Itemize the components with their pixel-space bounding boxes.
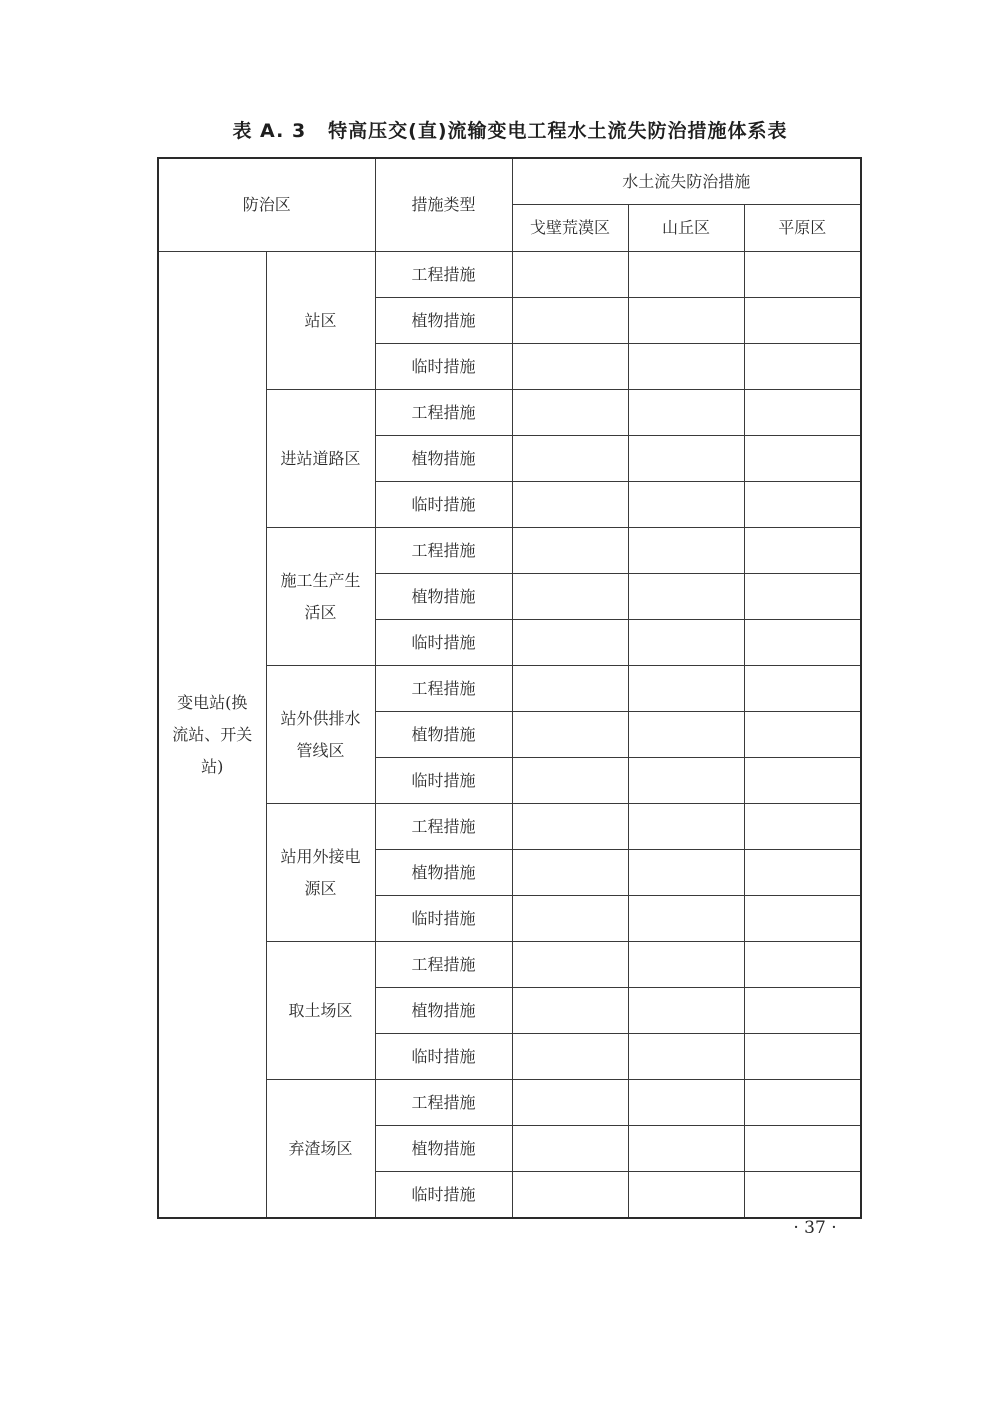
empty-cell [744,712,861,758]
empty-cell [744,666,861,712]
measure-type-cell: 临时措施 [375,1172,512,1219]
sub-zone-cell [266,252,375,390]
table-title-text: 特高压交(直)流输变电工程水土流失防治措施体系表 [328,120,788,142]
sub-zone-label: 站外供排水管线区 [280,708,361,760]
empty-cell [744,298,861,344]
header-terrain: 戈壁荒漠区 [512,205,628,252]
sub-zone-cell [266,390,375,528]
empty-cell [512,1126,628,1172]
measure-type-cell: 临时措施 [375,344,512,390]
empty-cell [628,988,744,1034]
header-terrain: 山丘区 [628,205,744,252]
empty-cell [628,1172,744,1219]
measure-type-cell: 工程措施 [375,942,512,988]
empty-cell [744,1034,861,1080]
measure-type-cell: 工程措施 [375,390,512,436]
empty-cell [744,252,861,298]
empty-cell [744,482,861,528]
page-number: · 37 · [793,1218,837,1238]
empty-cell [512,528,628,574]
empty-cell [512,712,628,758]
empty-cell [628,528,744,574]
empty-cell [512,942,628,988]
empty-cell [744,1080,861,1126]
measure-type-cell: 植物措施 [375,436,512,482]
empty-cell [512,1034,628,1080]
sub-zone-cell [266,666,375,804]
empty-cell [628,758,744,804]
table-title [0,116,992,143]
measure-type-cell: 工程措施 [375,804,512,850]
empty-cell [744,850,861,896]
empty-cell [744,804,861,850]
empty-cell [512,758,628,804]
empty-cell [628,1034,744,1080]
sub-zone-label: 站区 [304,310,337,330]
empty-cell [512,344,628,390]
empty-cell [628,712,744,758]
empty-cell [628,1080,744,1126]
empty-cell [628,436,744,482]
measure-type-cell: 临时措施 [375,620,512,666]
empty-cell [512,850,628,896]
empty-cell [628,574,744,620]
empty-cell [628,252,744,298]
empty-cell [744,620,861,666]
empty-cell [512,1172,628,1219]
empty-cell [628,942,744,988]
empty-cell [744,942,861,988]
sub-zone-label: 取土场区 [288,1000,353,1020]
empty-cell [628,804,744,850]
empty-cell [628,850,744,896]
empty-cell [512,298,628,344]
empty-cell [512,620,628,666]
header-measures-group: 水土流失防治措施 [512,158,861,205]
empty-cell [512,896,628,942]
main-zone-label: 变电站(换流站、开关站) [172,692,253,776]
measure-type-cell: 临时措施 [375,758,512,804]
measure-type-cell: 工程措施 [375,252,512,298]
measure-type-cell: 临时措施 [375,1034,512,1080]
empty-cell [512,482,628,528]
empty-cell [628,482,744,528]
header-terrain: 平原区 [744,205,861,252]
empty-cell [744,574,861,620]
empty-cell [744,344,861,390]
empty-cell [628,666,744,712]
table-number: 表 A. 3 [232,120,307,142]
sub-zone-label: 弃渣场区 [288,1138,353,1158]
sub-zone-label: 进站道路区 [280,448,361,468]
header-row [158,158,861,205]
measure-type-cell: 植物措施 [375,988,512,1034]
measure-type-cell: 植物措施 [375,298,512,344]
measure-type-cell: 植物措施 [375,712,512,758]
empty-cell [744,988,861,1034]
empty-cell [744,528,861,574]
empty-cell [744,896,861,942]
empty-cell [628,390,744,436]
table-row [158,252,861,298]
measure-type-cell: 植物措施 [375,1126,512,1172]
sub-zone-cell [266,942,375,1080]
empty-cell [744,758,861,804]
measure-type-cell: 工程措施 [375,528,512,574]
empty-cell [744,390,861,436]
sub-zone-cell [266,528,375,666]
empty-cell [744,436,861,482]
empty-cell [512,436,628,482]
sub-zone-cell [266,804,375,942]
measure-type-cell: 临时措施 [375,896,512,942]
empty-cell [744,1126,861,1172]
empty-cell [512,988,628,1034]
empty-cell [628,298,744,344]
empty-cell [628,620,744,666]
empty-cell [628,896,744,942]
empty-cell [512,804,628,850]
header-zone: 防治区 [158,158,375,252]
empty-cell [512,666,628,712]
empty-cell [512,390,628,436]
measure-type-cell: 工程措施 [375,1080,512,1126]
empty-cell [628,344,744,390]
header-measure-type: 措施类型 [375,158,512,252]
empty-cell [512,574,628,620]
measure-type-cell: 植物措施 [375,850,512,896]
sub-zone-label: 站用外接电源区 [280,846,361,898]
empty-cell [512,1080,628,1126]
empty-cell [744,1172,861,1219]
measure-type-cell: 工程措施 [375,666,512,712]
empty-cell [512,252,628,298]
main-zone-cell [158,252,266,1219]
sub-zone-cell [266,1080,375,1219]
sub-zone-label: 施工生产生活区 [280,570,361,622]
measure-type-cell: 临时措施 [375,482,512,528]
empty-cell [628,1126,744,1172]
measures-table [157,157,862,1219]
measure-type-cell: 植物措施 [375,574,512,620]
